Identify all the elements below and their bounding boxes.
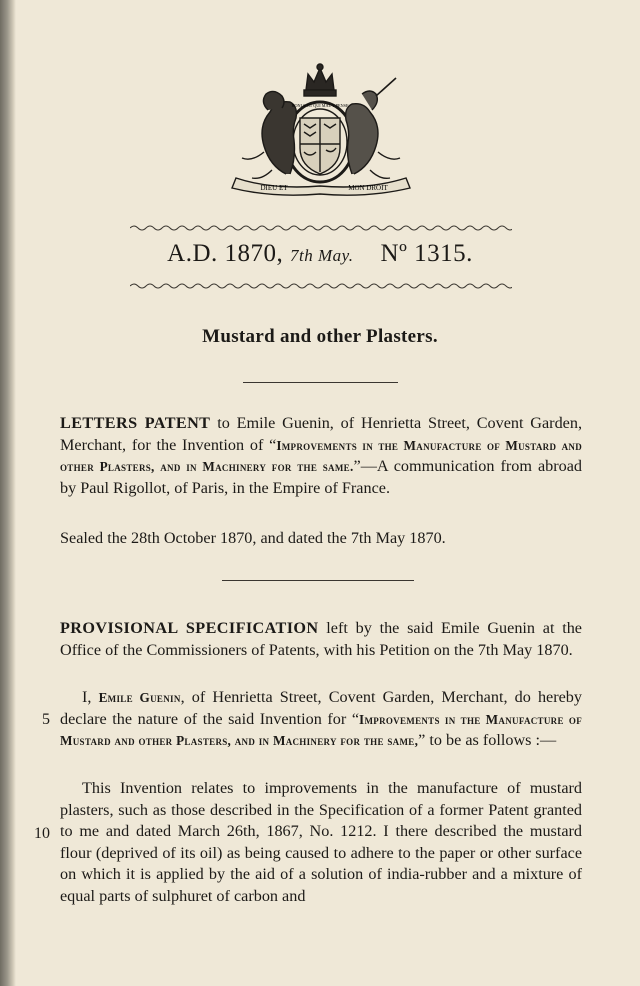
ad-year: A.D. 1870, bbox=[167, 240, 284, 267]
line-number: 10 bbox=[34, 825, 50, 842]
line-number: 5 bbox=[42, 711, 50, 728]
patent-number: Nº 1315. bbox=[380, 240, 473, 267]
declaration-paragraph bbox=[60, 687, 582, 752]
ad-date: 7th May. bbox=[290, 246, 354, 265]
declaration-text-a: I, bbox=[82, 688, 99, 706]
letters-patent-text-a: to Emile Guenin, of Henrietta Street, Covent Garden, Merchant, for the Invention of “ bbox=[60, 414, 582, 454]
ornamental-rule-top bbox=[130, 224, 512, 232]
letters-patent-paragraph bbox=[60, 413, 582, 499]
inventor-name: Emile Guenin bbox=[98, 690, 181, 705]
provisional-lead: PROVISIONAL SPECIFICATION bbox=[60, 619, 319, 637]
provisional-specification-paragraph bbox=[60, 618, 582, 661]
divider-rule bbox=[243, 382, 398, 383]
declaration-text-b: , of Henrietta Street, Covent Garden, Merchant, do hereby declare the nature of the said Invention for “ bbox=[60, 688, 582, 728]
invention-title: Improvements in the Manufacture of Mustard and other Plasters, and in Machinery for the same. bbox=[60, 437, 582, 474]
crest-garter-motto: HONI SOIT QUI MAL Y PENSE bbox=[291, 103, 349, 108]
provisional-text: left by the said Emile Guenin at the Office of the Commissioners of Patents, with his Petition on the 7th May 1870. bbox=[60, 619, 582, 659]
divider-rule bbox=[222, 580, 414, 581]
letters-patent-lead: LETTERS PATENT bbox=[60, 414, 211, 432]
royal-coat-of-arms-icon bbox=[212, 62, 428, 196]
letters-patent-text-b: ”—A communication from abroad by Paul Rigollot, of Paris, in the Empire of France. bbox=[60, 457, 582, 497]
body-paragraph bbox=[60, 778, 582, 907]
ornamental-rule-bottom bbox=[130, 282, 512, 290]
declaration-invention-title: Improvements in the Manufacture of Mustard and other Plasters, and in Machinery for the same, bbox=[60, 711, 582, 748]
crest-motto-left: DIEU ET bbox=[260, 184, 288, 192]
declaration-text-c: ” to be as follows :— bbox=[418, 731, 557, 749]
document-title: Mustard and other Plasters. bbox=[202, 326, 438, 347]
sealed-line: Sealed the 28th October 1870, and dated the 7th May 1870. bbox=[60, 529, 446, 547]
binding-shadow bbox=[0, 0, 16, 986]
patent-header-line bbox=[0, 240, 640, 268]
crest-motto-right: MON DROIT bbox=[348, 184, 388, 192]
body-text: This Invention relates to improvements in the manufacture of mustard plasters, such as those described in the Specification of a former Patent granted to me and dated March 26th, 1867, No. 1212. I there described the mustard flour (deprived of its oil) as being caused to adhere to the paper or other surface on which it is applied by the aid of a solution of india-rubber and a mixture of equal parts of sulphuret of carbon and bbox=[60, 779, 582, 905]
